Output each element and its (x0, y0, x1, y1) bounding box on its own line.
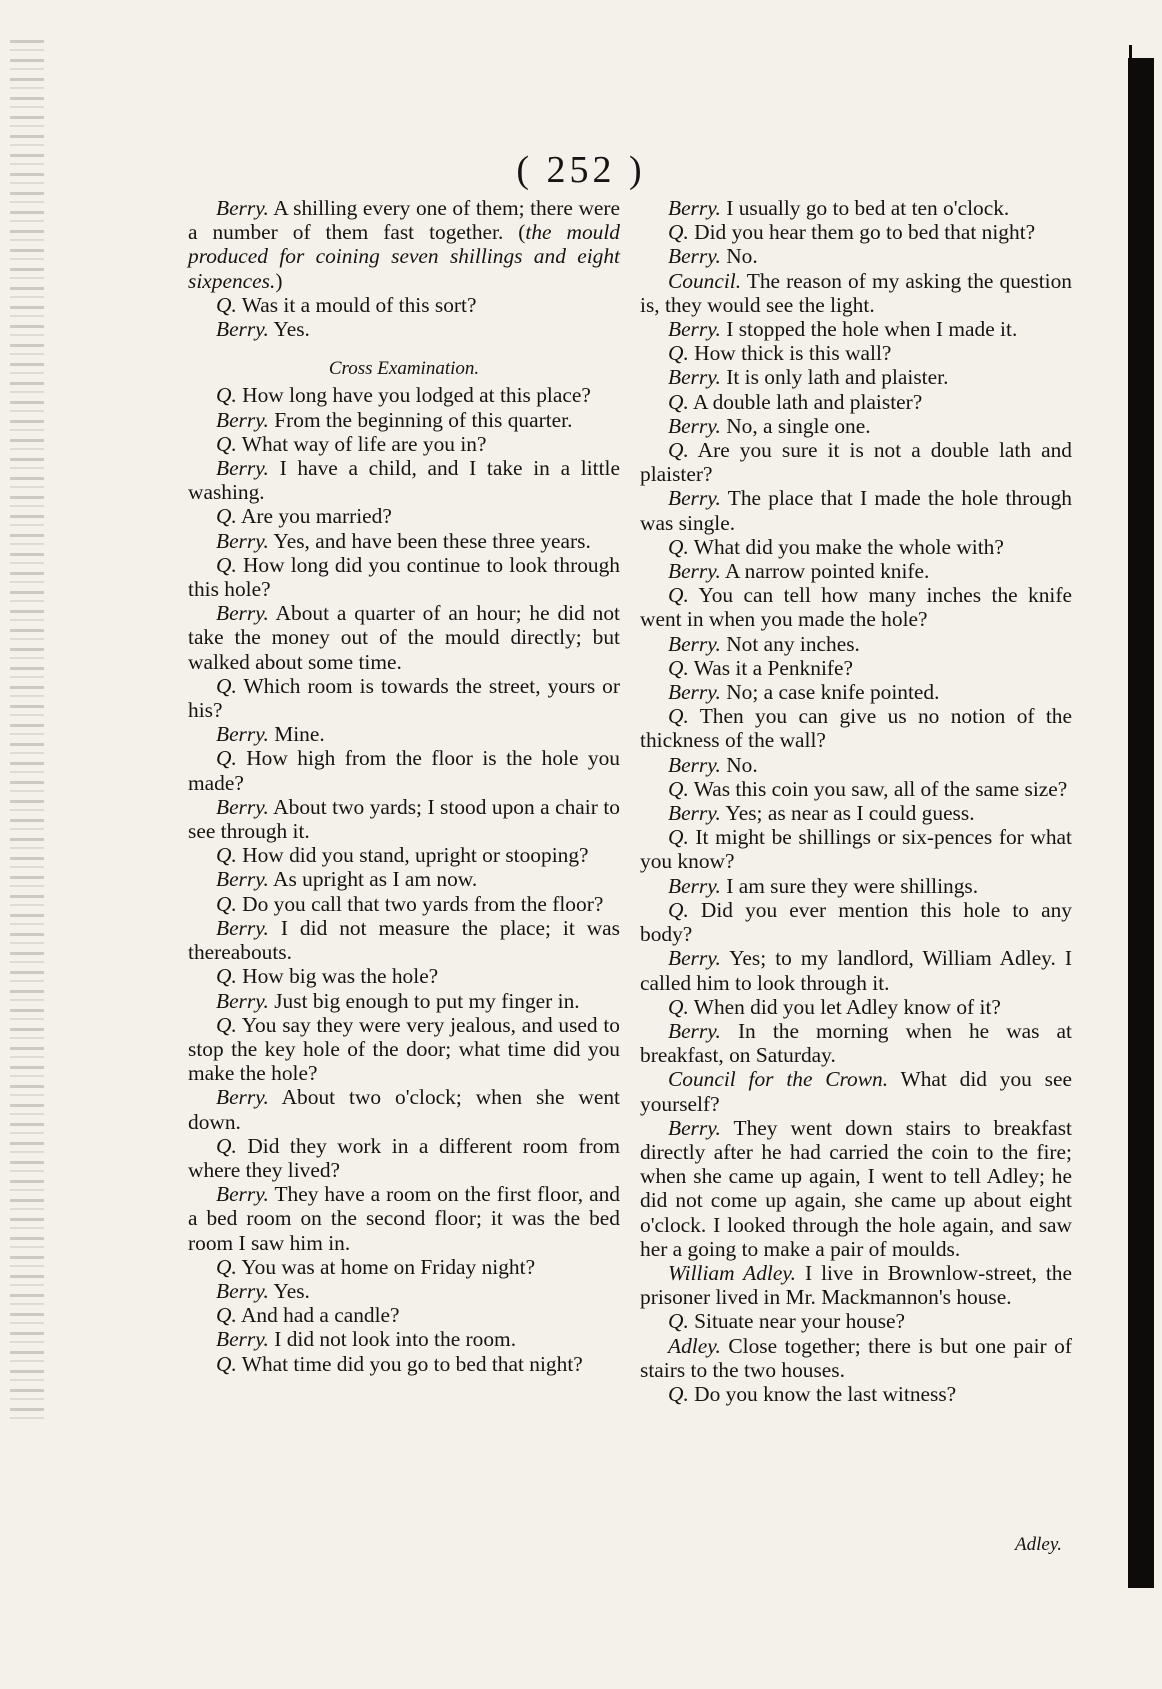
speaker-label: William Adley. (668, 1260, 797, 1285)
testimony-text: No. (720, 244, 758, 269)
speaker-label: Q. (668, 704, 689, 729)
testimony-text: What time did you go to bed that night? (236, 1351, 583, 1376)
testimony-text: When did you let Adley know of it? (688, 994, 1001, 1019)
speaker-label: Berry. (216, 988, 269, 1013)
speaker-label: Adley. (668, 1333, 721, 1358)
testimony-paragraph (640, 874, 1072, 898)
testimony-text: Situate near your house? (688, 1309, 906, 1334)
testimony-text: You can tell how many inches the knife went in when you made the hole? (640, 583, 1072, 632)
testimony-text: Yes. (268, 1278, 310, 1303)
speaker-label: Q. (668, 655, 689, 680)
testimony-text: How big was the hole? (236, 964, 439, 989)
testimony-text: Did they work in a different room from where they lived? (188, 1133, 620, 1182)
speaker-label: Berry. (216, 794, 269, 819)
testimony-text: Yes, and have been these three years. (268, 528, 591, 553)
testimony-paragraph (640, 438, 1072, 486)
testimony-text: How did you stand, upright or stooping? (236, 843, 589, 868)
section-heading: Cross Examination. (328, 358, 480, 380)
testimony-paragraph (188, 1255, 620, 1279)
testimony-paragraph (640, 196, 1072, 220)
testimony-paragraph (188, 1134, 620, 1182)
testimony-text: What way of life are you in? (236, 431, 487, 456)
speaker-label: Q. (216, 1012, 237, 1037)
testimony-paragraph (640, 220, 1072, 244)
testimony-paragraph (640, 1019, 1072, 1067)
testimony-text: Yes. (268, 317, 310, 342)
speaker-label: Q. (216, 891, 237, 916)
testimony-paragraph (640, 704, 1072, 752)
closing-parenthesis: ) (275, 268, 283, 293)
catchword: Adley. (1015, 1534, 1062, 1555)
testimony-text: I am sure they were shillings. (720, 873, 979, 898)
testimony-text: They went down stairs to breakfast directly after he had carried the coin to the fire; when she came up again, I went to tell Adley; he did not come up again, she came up about eight o'clock. I looked through the hole again, and saw her a going to make a pair of moulds. (640, 1115, 1072, 1261)
testimony-text: Which room is towards the street, yours or his? (188, 673, 620, 723)
speaker-label: Berry. (668, 317, 721, 342)
testimony-paragraph (188, 383, 620, 407)
speaker-label: Q. (668, 341, 689, 366)
testimony-text: I did not look into the room. (268, 1327, 517, 1352)
testimony-paragraph (640, 269, 1072, 317)
speaker-label: Berry. (216, 1327, 269, 1352)
speaker-label: Q. (668, 825, 689, 850)
speaker-label: Q. (216, 843, 237, 868)
testimony-paragraph (188, 317, 620, 341)
testimony-paragraph (640, 656, 1072, 680)
testimony-text: I live in Brownlow-street, the prisoner lived in Mr. Mackmannon's house. (640, 1260, 1072, 1310)
speaker-label: Q. (668, 1309, 689, 1334)
speaker-label: Q. (668, 583, 689, 608)
speaker-label: Berry. (216, 456, 269, 481)
stage-direction: the mould produced for coining seven shillings and eight sixpences. (188, 220, 620, 293)
page-edge-shadow (1128, 58, 1154, 1588)
testimony-paragraph (188, 989, 620, 1013)
page-number: ( 252 ) (516, 149, 646, 191)
testimony-paragraph (640, 244, 1072, 268)
testimony-paragraph (188, 1013, 620, 1086)
speaker-label: Berry. (216, 407, 269, 432)
speaker-label: Berry. (216, 1085, 269, 1110)
speaker-label: Q. (668, 534, 689, 559)
testimony-paragraph (188, 456, 620, 504)
testimony-paragraph (640, 777, 1072, 801)
speaker-label: Berry. (668, 680, 721, 705)
testimony-text: How long did you continue to look through this hole? (188, 552, 620, 602)
testimony-paragraph (640, 825, 1072, 873)
testimony-paragraph (640, 1309, 1072, 1333)
testimony-paragraph (188, 916, 620, 964)
testimony-paragraph (188, 529, 620, 553)
testimony-text: I usually go to bed at ten o'clock. (720, 196, 1010, 220)
speaker-label: Q. (216, 504, 237, 529)
right-column (640, 196, 1072, 1406)
speaker-label: Berry. (668, 1018, 721, 1043)
testimony-text: Are you sure it is not a double lath and plaister? (640, 438, 1072, 487)
speaker-label: Berry. (216, 528, 269, 553)
testimony-paragraph (188, 1327, 620, 1351)
speaker-label: Q. (216, 552, 237, 577)
testimony-text: How long have you lodged at this place? (236, 383, 591, 408)
speaker-label: Berry. (216, 722, 269, 747)
testimony-text: Did you hear them go to bed that night? (688, 220, 1036, 245)
testimony-paragraph (640, 1261, 1072, 1309)
speaker-label: Q. (216, 292, 237, 317)
testimony-text: As upright as I am now. (268, 867, 478, 892)
speaker-label: Q. (668, 220, 689, 245)
testimony-text: About two o'clock; when she went down. (188, 1085, 620, 1134)
testimony-paragraph (640, 317, 1072, 341)
speaker-label: Q. (216, 1351, 237, 1376)
testimony-text: The reason of my asking the question is, they would see the light. (640, 268, 1072, 317)
testimony-paragraph (640, 632, 1072, 656)
speaker-label: Q. (668, 389, 689, 414)
testimony-text: About a quarter of an hour; he did not take the money out of the mould directly; but walked about some time. (188, 601, 620, 674)
testimony-text: Then you can give us no notion of the thickness of the wall? (640, 704, 1072, 753)
testimony-paragraph (640, 1334, 1072, 1382)
testimony-text: A shilling every one of them; there were a number of them fast together. ( (188, 196, 620, 245)
speaker-label: Berry. (216, 317, 269, 342)
testimony-text: About two yards; I stood upon a chair to see through it. (188, 794, 620, 844)
speaker-label: Berry. (216, 601, 269, 626)
testimony-text: Was it a Penknife? (688, 655, 854, 680)
testimony-paragraph (640, 898, 1072, 946)
testimony-text: Just big enough to put my finger in. (268, 988, 580, 1013)
testimony-paragraph (640, 801, 1072, 825)
testimony-paragraph (188, 722, 620, 746)
speaker-label: Q. (216, 746, 237, 771)
speaker-label: Q. (216, 1303, 237, 1328)
testimony-text: And had a candle? (236, 1303, 400, 1328)
testimony-paragraph (188, 1182, 620, 1255)
testimony-paragraph (640, 341, 1072, 365)
testimony-text: Not any inches. (720, 631, 860, 656)
testimony-paragraph (188, 1303, 620, 1327)
testimony-text: It might be shillings or six-pences for what you know? (640, 825, 1072, 874)
testimony-paragraph (640, 946, 1072, 994)
testimony-paragraph (188, 892, 620, 916)
speaker-label: Berry. (216, 915, 269, 940)
testimony-paragraph (640, 365, 1072, 389)
speaker-label: Berry. (216, 1182, 269, 1207)
testimony-paragraph (640, 1067, 1072, 1115)
speaker-label: Berry. (216, 1278, 269, 1303)
testimony-text: Mine. (268, 722, 325, 747)
testimony-text: A double lath and plaister? (688, 389, 923, 414)
testimony-paragraph (640, 680, 1072, 704)
testimony-text: From the beginning of this quarter. (268, 407, 573, 432)
speaker-label: Berry. (668, 873, 721, 898)
testimony-paragraph (188, 867, 620, 891)
testimony-paragraph (188, 964, 620, 988)
speaker-label: Q. (668, 897, 689, 922)
testimony-text: Do you call that two yards from the floor? (236, 891, 604, 916)
speaker-label: Council for the Crown. (668, 1067, 889, 1092)
testimony-text: How thick is this wall? (688, 341, 892, 366)
testimony-text: The place that I made the hole through was single. (640, 486, 1072, 535)
testimony-paragraph (188, 408, 620, 432)
speaker-label: Q. (668, 438, 689, 463)
speaker-label: Council. (668, 268, 742, 293)
speaker-label: Q. (216, 431, 237, 456)
speaker-label: Q. (216, 1133, 237, 1158)
testimony-paragraph (188, 504, 620, 528)
speaker-label: Berry. (668, 413, 721, 438)
speaker-label: Berry. (668, 801, 721, 826)
testimony-paragraph (188, 553, 620, 601)
speaker-label: Berry. (668, 752, 721, 777)
testimony-text: No. (720, 752, 758, 777)
testimony-paragraph (640, 535, 1072, 559)
speaker-label: Berry. (668, 244, 721, 269)
testimony-paragraph (640, 1116, 1072, 1261)
testimony-text: You was at home on Friday night? (236, 1254, 536, 1279)
speaker-label: Berry. (668, 196, 721, 220)
testimony-paragraph (188, 674, 620, 722)
speaker-label: Q. (216, 383, 237, 408)
testimony-text: Yes; to my landlord, William Adley. I called him to look through it. (640, 946, 1072, 995)
testimony-text: What did you see yourself? (640, 1067, 1072, 1116)
testimony-paragraph (640, 1382, 1072, 1406)
testimony-text: Close together; there is but one pair of stairs to the two houses. (640, 1333, 1072, 1382)
left-column (188, 196, 620, 1376)
testimony-text: No, a single one. (720, 413, 871, 438)
testimony-paragraph (188, 746, 620, 794)
testimony-paragraph (640, 559, 1072, 583)
testimony-paragraph (188, 196, 620, 293)
testimony-text: Yes; as near as I could guess. (720, 801, 975, 826)
testimony-paragraph (640, 390, 1072, 414)
testimony-text: I stopped the hole when I made it. (720, 317, 1018, 342)
speaker-label: Q. (668, 776, 689, 801)
testimony-paragraph (640, 995, 1072, 1019)
speaker-label: Q. (668, 994, 689, 1019)
speaker-label: Berry. (216, 867, 269, 892)
testimony-text: No; a case knife pointed. (720, 680, 940, 705)
speaker-label: Berry. (668, 365, 721, 390)
speaker-label: Berry. (668, 559, 721, 584)
speaker-label: Q. (216, 1254, 237, 1279)
speaker-label: Berry. (668, 631, 721, 656)
testimony-text: In the morning when he was at breakfast, on Saturday. (640, 1018, 1072, 1068)
speaker-label: Q. (216, 673, 237, 698)
testimony-paragraph (188, 1085, 620, 1133)
testimony-text: It is only lath and plaister. (720, 365, 949, 390)
testimony-text: Did you ever mention this hole to any body? (640, 897, 1072, 947)
testimony-text: Do you know the last witness? (688, 1381, 957, 1406)
testimony-text: I did not measure the place; it was thereabouts. (188, 915, 620, 965)
speaker-label: Q. (668, 1381, 689, 1406)
testimony-paragraph (188, 601, 620, 674)
testimony-text: What did you make the whole with? (688, 534, 1004, 559)
testimony-text: You say they were very jealous, and used to stop the key hole of the door; what time did you make the hole? (188, 1012, 620, 1086)
testimony-paragraph (188, 843, 620, 867)
testimony-paragraph (640, 414, 1072, 438)
testimony-text: A narrow pointed knife. (720, 559, 930, 584)
speaker-label: Berry. (668, 946, 721, 971)
binding-edge (10, 40, 44, 1420)
testimony-text: Are you married? (236, 504, 392, 529)
testimony-text: Was this coin you saw, all of the same size? (688, 776, 1068, 801)
testimony-text: They have a room on the first floor, and a bed room on the second floor; it was the bed room I saw him in. (188, 1182, 620, 1255)
testimony-paragraph (640, 753, 1072, 777)
testimony-paragraph (188, 795, 620, 843)
speaker-label: Berry. (216, 196, 269, 220)
speaker-label: Q. (216, 964, 237, 989)
testimony-paragraph (640, 583, 1072, 631)
testimony-paragraph (188, 1352, 620, 1376)
testimony-text: I have a child, and I take in a little washing. (188, 456, 620, 505)
testimony-text: How high from the floor is the hole you made? (188, 746, 620, 795)
testimony-text: Was it a mould of this sort? (236, 292, 477, 317)
testimony-paragraph (188, 432, 620, 456)
testimony-paragraph (188, 293, 620, 317)
speaker-label: Berry. (668, 486, 721, 511)
testimony-paragraph (188, 1279, 620, 1303)
testimony-paragraph (640, 486, 1072, 534)
speaker-label: Berry. (668, 1115, 721, 1140)
